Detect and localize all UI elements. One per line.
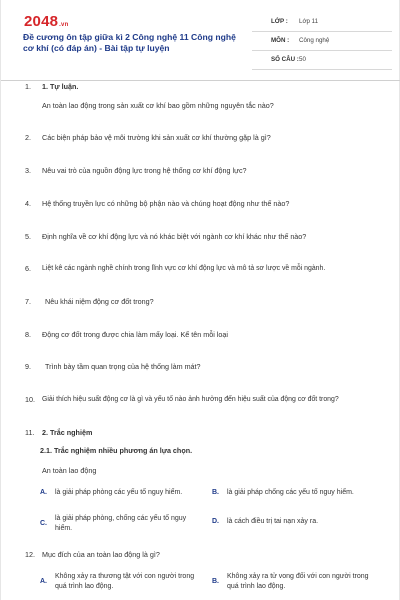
logo-suffix: .vn (59, 22, 69, 28)
option-text: Không xảy ra thương tật với con người trong quá trình lao động. (55, 573, 195, 590)
question-text: Nêu vai trò của nguồn động lực trong hệ thống cơ khí động lực? (42, 166, 247, 175)
question-text: Mục đích của an toàn lao động là gì? (42, 550, 160, 559)
site-logo[interactable] (24, 14, 68, 33)
question-text: An toàn lao động (42, 466, 97, 475)
section-heading: 2. Trắc nghiệm (42, 428, 93, 437)
option-letter: B. (212, 578, 219, 585)
question-number: 10. (25, 395, 35, 404)
meta-value: Công nghệ (299, 37, 330, 44)
question-text: Nêu khái niệm động cơ đốt trong? (45, 297, 154, 306)
question-number: 4. (25, 199, 31, 208)
option-text: là cách điều trị tai nạn xảy ra. (227, 518, 319, 525)
question-text: Giải thích hiệu suất động cơ là gì và yếu tố nào ảnh hưởng đến hiệu suất của động cơ đốt trong? (42, 396, 339, 403)
option-letter: C. (40, 520, 47, 527)
option-letter: A. (40, 489, 47, 496)
question-number: 12. (25, 550, 35, 559)
logo-text: 2048 (24, 13, 59, 30)
meta-label: LỚP : (271, 18, 288, 25)
section-heading: 1. Tự luận. (42, 82, 79, 91)
option-letter: A. (40, 578, 47, 585)
question-number: 2. (25, 133, 31, 142)
option-letter: B. (212, 489, 219, 496)
question-text: Trình bày tầm quan trọng của hệ thống làm mát? (45, 362, 201, 371)
meta-value: Lớp 11 (299, 18, 319, 25)
question-text: Hệ thống truyền lực có những bộ phận nào và chúng hoạt động như thế nào? (42, 199, 290, 208)
question-number: 11. (25, 428, 35, 437)
question-text: Các biện pháp bảo vệ môi trường khi sản xuất cơ khí thường gặp là gì? (42, 133, 271, 142)
question-number: 3. (25, 166, 31, 175)
meta-table (252, 14, 392, 71)
subsection-heading: 2.1. Trắc nghiệm nhiều phương án lựa chọn. (40, 446, 193, 455)
question-text: Liệt kê các ngành nghề chính trong lĩnh vực cơ khí động lực và mô tả sơ lược về mỗi ngành. (42, 265, 326, 272)
option-text: Không xảy ra tử vong đối với con người trong quá trình lao động. (227, 573, 369, 590)
meta-label: SỐ CÂU : (271, 56, 299, 63)
option-letter: D. (212, 518, 219, 525)
question-number: 7. (25, 297, 31, 306)
meta-row-subject (252, 33, 392, 51)
option-text: là giải pháp chống các yếu tố nguy hiểm. (227, 489, 354, 496)
question-number: 9. (25, 362, 31, 371)
meta-row-count (252, 52, 392, 70)
document-title: Đề cương ôn tập giữa kì 2 Công nghệ 11 Công nghệ cơ khí (có đáp án) - Bài tập tự luyện (23, 32, 236, 53)
meta-value: 50 (299, 56, 306, 63)
question-text: Động cơ đốt trong được chia làm mấy loại. Kể tên mỗi loại (42, 330, 229, 339)
option-text: là giải pháp phòng các yếu tố nguy hiểm. (55, 489, 183, 496)
header (17, 10, 387, 72)
question-number: 1. (25, 82, 31, 91)
header-divider (1, 80, 400, 81)
question-text: An toàn lao động trong sản xuất cơ khí bao gồm những nguyên tắc nào? (42, 101, 274, 110)
question-number: 6. (25, 264, 31, 273)
meta-row-class (252, 14, 392, 32)
question-number: 8. (25, 330, 31, 339)
option-text: là giải pháp phòng, chống các yếu tố nguy hiểm. (55, 515, 187, 532)
question-text: Định nghĩa về cơ khí động lực và nó khác biệt với ngành cơ khí khác như thế nào? (42, 232, 307, 241)
meta-label: MÔN : (271, 37, 290, 44)
question-number: 5. (25, 232, 31, 241)
